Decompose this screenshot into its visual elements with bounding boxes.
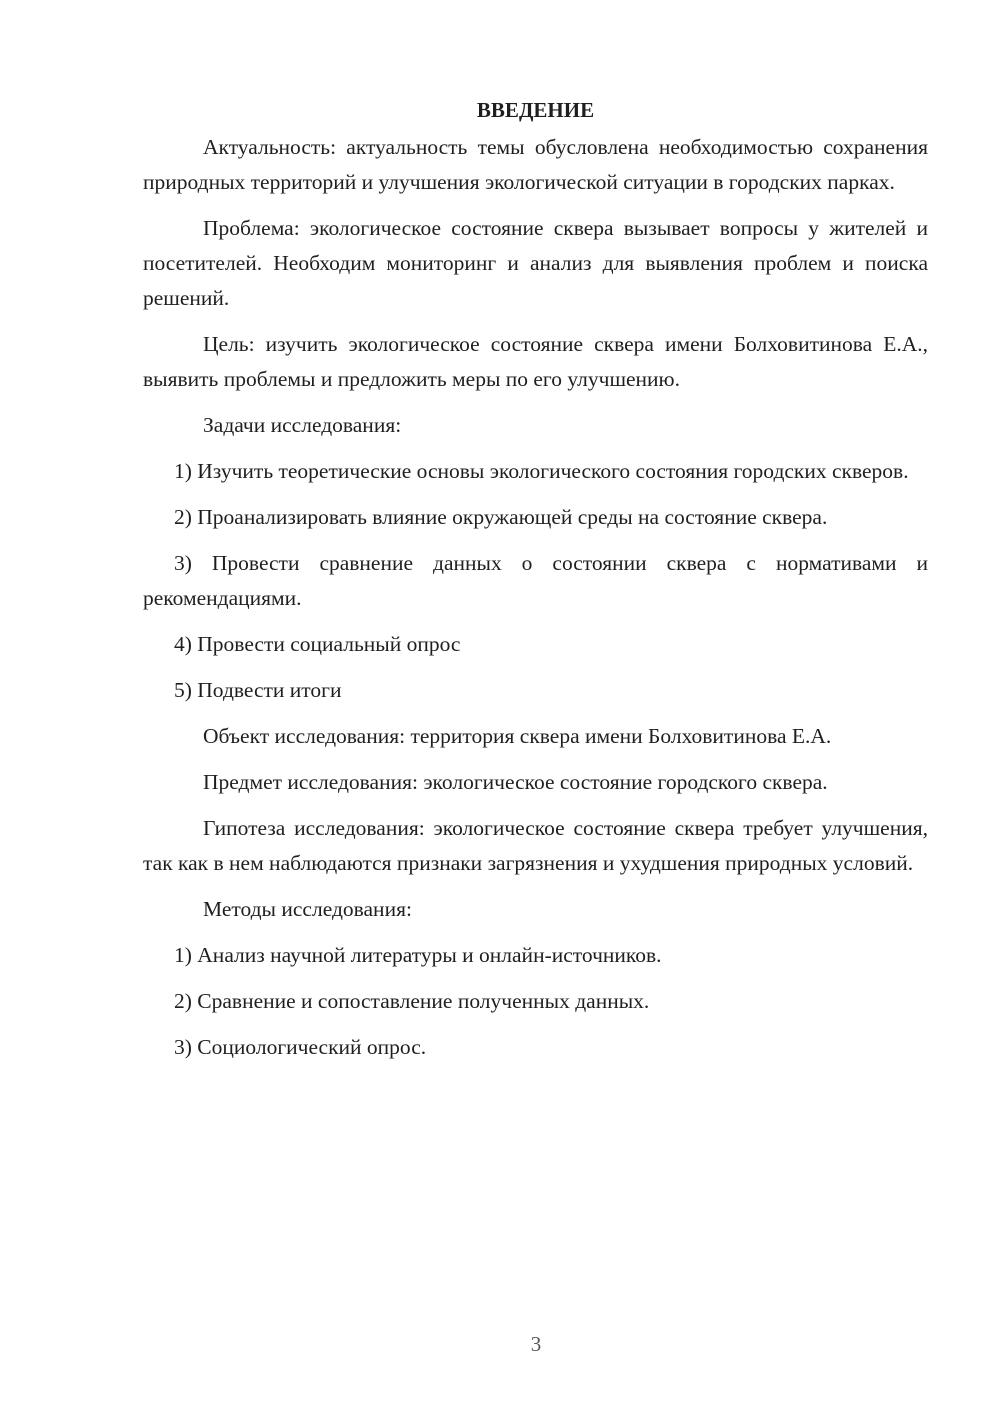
task-item: 4) Провести социальный опрос xyxy=(174,632,461,656)
page-number: 3 xyxy=(530,1332,542,1356)
subject-paragraph: Предмет исследования: экологическое состояние городского сквера. xyxy=(203,770,828,794)
task-item: 2) Проанализировать влияние окружающей среды на состояние сквера. xyxy=(174,505,828,529)
document-page xyxy=(143,92,928,1076)
goal-paragraph: Цель: изучить экологическое состояние сквера имени Болховитинова Е.А., выявить проблемы и предложить меры по его улучшению. xyxy=(143,332,928,391)
tasks-heading: Задачи исследования: xyxy=(203,413,402,437)
section-heading: ВВЕДЕНИЕ xyxy=(476,98,595,122)
methods-heading: Методы исследования: xyxy=(203,897,412,921)
task-item: 1) Изучить теоретические основы экологического состояния городских скверов. xyxy=(174,459,909,483)
relevance-paragraph: Актуальность: актуальность темы обусловлена необходимостью сохранения природных территорий и улучшения экологической ситуации в городских парках. xyxy=(143,135,928,194)
task-item: 5) Подвести итоги xyxy=(174,678,342,702)
object-paragraph: Объект исследования: территория сквера имени Болховитинова Е.А. xyxy=(203,724,832,748)
method-item: 2) Сравнение и сопоставление полученных данных. xyxy=(174,989,650,1013)
task-item: 3) Провести сравнение данных о состоянии сквера с нормативами и рекомендациями. xyxy=(143,551,928,610)
problem-paragraph: Проблема: экологическое состояние сквера вызывает вопросы у жителей и посетителей. Необходим мониторинг и анализ для выявления проблем и поиска решений. xyxy=(143,216,928,310)
hypothesis-paragraph: Гипотеза исследования: экологическое состояние сквера требует улучшения, так как в нем наблюдаются признаки загрязнения и ухудшения природных условий. xyxy=(143,816,928,875)
method-item: 3) Социологический опрос. xyxy=(174,1035,427,1059)
method-item: 1) Анализ научной литературы и онлайн-источников. xyxy=(174,943,662,967)
